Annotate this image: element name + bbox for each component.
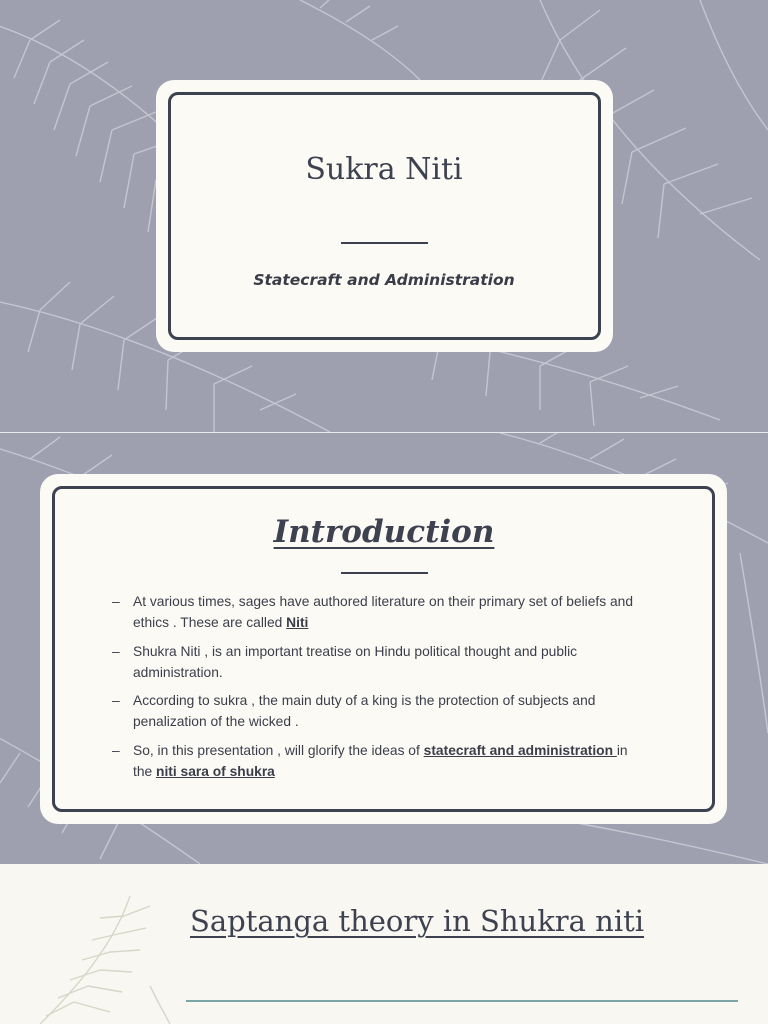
introduction-divider [341,572,428,574]
introduction-bullet-list [110,591,650,789]
niti-sara-link[interactable]: niti sara of shukra [156,763,275,779]
list-item [110,591,650,633]
list-item [110,641,650,683]
dash-bullet-icon: – [112,693,120,708]
niti-link[interactable]: Niti [286,615,309,630]
title-card-frame [168,92,601,340]
statecraft-link[interactable]: statecraft and administration [423,742,617,758]
dash-bullet-icon: – [112,594,120,609]
title-slide [0,0,768,432]
title-card [156,80,613,352]
slide-title-saptanga: Saptanga theory in Shukra niti [190,904,645,938]
slide-title-sukra-niti: Sukra Niti [305,152,463,187]
bullet-text: At various times, sages have authored literature on their primary set of beliefs and ethics . These are called [133,594,634,630]
title-divider [341,242,428,244]
bullet-text: in the [133,742,628,779]
slide-subtitle: Statecraft and Administration [253,271,515,289]
dash-bullet-icon: – [112,742,120,758]
dash-bullet-icon: – [112,643,120,659]
slide-title-introduction: Introduction [273,514,495,550]
bullet-text: Shukra Niti , is an important treatise on Hindu political thought and public administration. [133,643,578,680]
bullet-text: So, in this presentation , will glorify the ideas of [133,742,424,758]
list-item [110,740,650,782]
list-item [110,690,650,732]
bullet-text: According to sukra , the main duty of a king is the protection of subjects and penalization of the wicked . [133,693,596,729]
teal-divider [186,1000,738,1002]
